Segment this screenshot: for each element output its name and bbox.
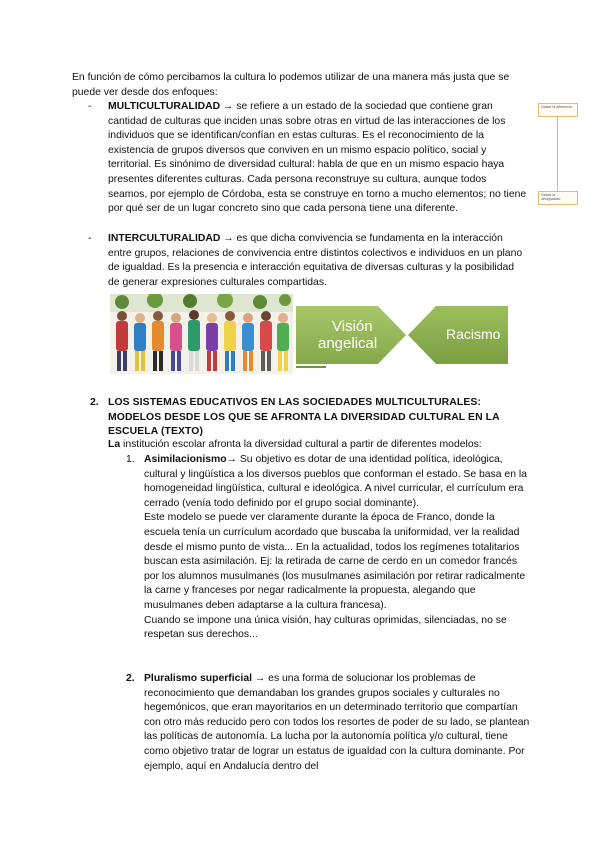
arrow-label-angelical: angelical xyxy=(318,335,378,352)
bullet-interculturalidad xyxy=(108,232,528,290)
section-2-number: 2. xyxy=(90,397,99,408)
asimilacionismo-p1 xyxy=(144,453,530,511)
bullet-dash-1: - xyxy=(88,101,92,112)
figure-cultural-diversity xyxy=(110,292,508,374)
asimilacionismo-p3: Cuando se impone una única visión, hay culturas oprimidas, silenciadas, no se respetan sus derechos... xyxy=(144,614,507,641)
item-pluralismo-superficial xyxy=(144,672,530,774)
section-2-title: LOS SISTEMAS EDUCATIVOS EN LAS SOCIEDADES MULTICULTURALES: MODELOS DESDE LOS QUE SE AFRONTA LA DIVERSIDAD CULTURAL EN LA ESCUELA (TEXTO) xyxy=(108,397,500,438)
term-interculturalidad: INTERCULTURALIDAD xyxy=(108,233,221,244)
term-asimilacionismo: Asimilacionismo xyxy=(144,454,227,465)
arrow-label-racismo: Racismo xyxy=(446,326,501,342)
margin-note-bottom: Desde la desigualdad xyxy=(538,191,578,205)
bullet-dash-2: - xyxy=(88,233,92,244)
bullet-multiculturalidad xyxy=(108,100,528,217)
item-1-number: 1. xyxy=(126,454,135,465)
term-pluralismo-superficial: Pluralismo superficial xyxy=(144,673,252,684)
pluralismo-text: → es una forma de solucionar los problemas de reconocimiento que demandaban los grandes grupos sociales y culturales no hegemónicos, que eran mayoritarios en un determinado territorio que compartían con otro más reducido pero con todos los resortes de poder de su lado, se plantean las políticas de autonomía. La lucha por la autonomía política y/o cultural, tiene como objetivo tratar de lograr un estatus de igualdad con la cultura dominante. Por ejemplo, aquí en Andalucía dentro del xyxy=(144,673,530,772)
arrow-diagram xyxy=(296,300,508,370)
section-2-lead xyxy=(108,438,528,453)
margin-connector xyxy=(557,116,558,192)
term-multiculturalidad: MULTICULTURALIDAD xyxy=(108,101,221,112)
arrow-label-vision: Visión xyxy=(332,318,373,335)
asimilacionismo-p2: Este modelo se puede ver claramente durante la época de Franco, donde la escuela tenía un currículum acordado que buscaba la uniformidad, ver la realidad desde el mismo punto de vista... En la actualidad, todos los regímenes totalitarios buscan esta asimilación. Ej: la retirada de carne de cerdo en un comedor francés por los alumnos musulmanes (los musulmanes asimilación por retirar radicalmente la carne y franceses por negar radicalmente la propuesta, alegando que musulmanes deben adaptarse a la cultura francesa). xyxy=(144,512,526,611)
asimilacionismo-text: → Su objetivo es dotar de una identidad política, ideológica, cultural y lingüística a los diversos pueblos que conforman el estado. Se basa en la homogeneidad lingüística, cultural e ideológica. A nivel curricular, el currículum era cerrado (venía todo definido por el grupo social dominante). xyxy=(144,454,527,509)
group-photo-image xyxy=(110,294,293,374)
interculturalidad-definition: → es que dicha convivencia se fundamenta en la interacción entre grupos, relaciones de convivencia entre distintos colectivos e individuos en un plano de igualdad. Es la presencia e interacción equitativa de diversas culturas y la posibilidad de generar expresiones culturales compartidas. xyxy=(108,233,523,288)
multiculturalidad-definition: → se refiere a un estado de la sociedad que contiene gran cantidad de culturas que inciden unas sobre otras en virtud de las interacciones de los individuos que se identifican/confían en estas culturas. Es el reconocimiento de la existencia de grupos diversos que conviven en un mismo espacio político, social y territorial. Es sinónimo de diversidad cultural: habla de que en un mismo espacio haya presentes diferentes culturas. Cada persona reconstruye su cultura, aunque todos seamos, por ejemplo de Córdoba, esta se construye en torno a mucho elementos; no tiene por qué ser de un lugar concreto sino que cada persona tiene una diferente. xyxy=(108,101,527,215)
lead-bold-word: La xyxy=(108,439,121,450)
item-2-number: 2. xyxy=(126,673,135,684)
margin-note-top: Desde la diferencia xyxy=(538,103,578,117)
lead-text: institución escolar afronta la diversidad cultural a partir de diferentes modelos: xyxy=(120,439,482,450)
intro-paragraph: En función de cómo percibamos la cultura lo podemos utilizar de una manera más justa que se puede ver desde dos enfoques: xyxy=(72,72,510,98)
item-asimilacionismo xyxy=(144,453,530,643)
